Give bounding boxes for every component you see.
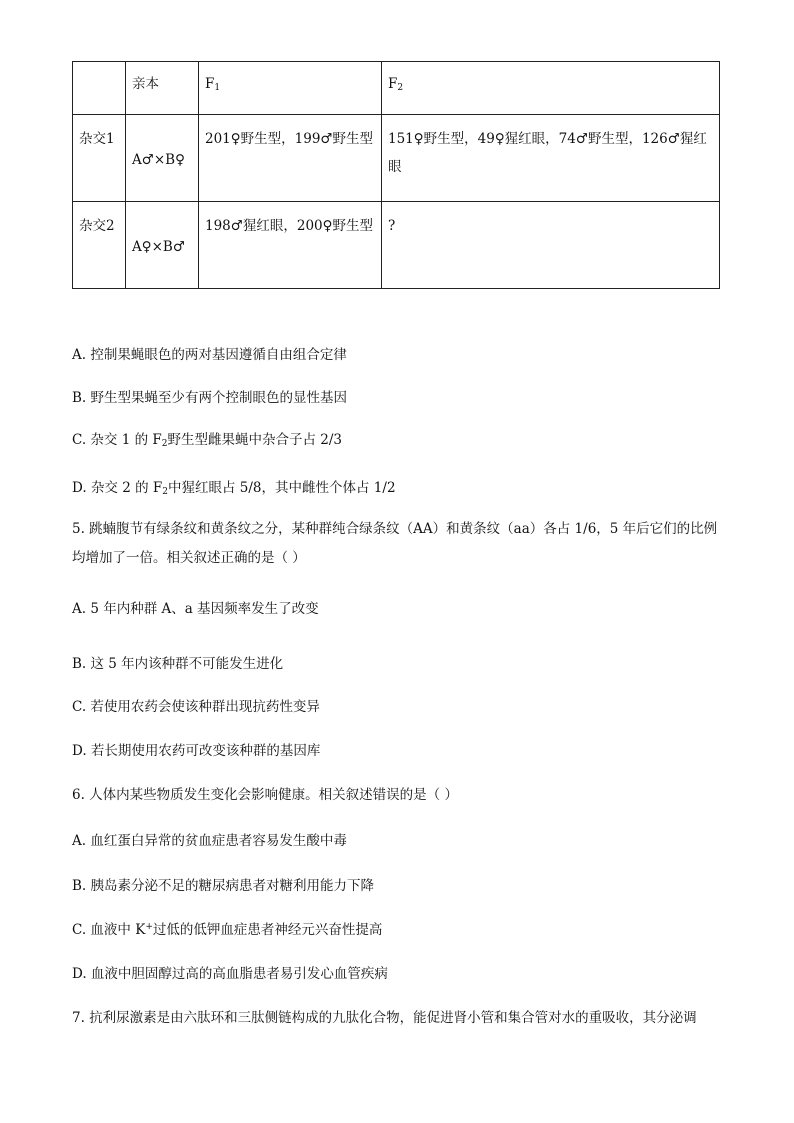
f1-letter: F bbox=[205, 76, 215, 92]
q6-option-c bbox=[72, 918, 382, 938]
q4-option-a: A. 控制果蝇眼色的两对基因遵循自由组合定律 bbox=[72, 347, 347, 363]
table-row bbox=[73, 115, 720, 202]
q4-c-subscript: 2 bbox=[161, 439, 168, 449]
f2-subscript: 2 bbox=[397, 83, 404, 93]
row-parent: A♀×B♂ bbox=[126, 202, 199, 289]
header-cell-f2 bbox=[382, 62, 720, 115]
header-cell-parent: 亲本 bbox=[126, 62, 199, 115]
header-cell-empty bbox=[73, 62, 126, 115]
f2-letter: F bbox=[388, 76, 398, 92]
table-header-row bbox=[73, 62, 720, 115]
q5-option-c: C. 若使用农药会使该种群出现抗药性变异 bbox=[72, 699, 320, 715]
row-label: 杂交1 bbox=[73, 115, 126, 202]
q6-c-text-pre: C. 血液中 K bbox=[72, 922, 146, 938]
row-f2: ? bbox=[382, 202, 720, 289]
q5-option-b: B. 这 5 年内该种群不可能发生进化 bbox=[72, 656, 284, 672]
q4-d-text-pre: D. 杂交 2 的 F bbox=[72, 480, 163, 496]
row-f1: 201♀野生型，199♂野生型 bbox=[199, 115, 382, 202]
q6-option-d: D. 血液中胆固醇过高的高血脂患者易引发心血管疾病 bbox=[72, 966, 388, 982]
q6-stem: 6. 人体内某些物质发生变化会影响健康。相关叙述错误的是（ ） bbox=[72, 787, 458, 803]
q4-d-subscript: 2 bbox=[162, 487, 168, 497]
q4-d-text-post: 中猩红眼占 5/8，其中雌性个体占 1/2 bbox=[168, 480, 396, 496]
q6-c-text-post: 过低的低钾血症患者神经元兴奋性提高 bbox=[152, 922, 383, 938]
row-label: 杂交2 bbox=[73, 202, 126, 289]
table-row bbox=[73, 202, 720, 289]
q5-stem: 5. 跳蝻腹节有绿条纹和黄条纹之分，某种群纯合绿条纹（AA）和黄条纹（aa）各占 1/6，5 年后它们的比例均增加了一倍。相关叙述正确的是（ ） bbox=[72, 521, 718, 566]
q6-option-a: A. 血红蛋白异常的贫血症患者容易发生酸中毒 bbox=[72, 833, 347, 849]
q5-option-d: D. 若长期使用农药可改变该种群的基因库 bbox=[72, 743, 321, 759]
row-f2: 151♀野生型，49♀猩红眼，74♂野生型，126♂猩红眼 bbox=[382, 115, 720, 202]
q6-option-b: B. 胰岛素分泌不足的糖尿病患者对糖利用能力下降 bbox=[72, 878, 375, 894]
row-f1: 198♂猩红眼，200♀野生型 bbox=[199, 202, 382, 289]
q4-option-b: B. 野生型果蝇至少有两个控制眼色的显性基因 bbox=[72, 390, 348, 406]
row-parent: A♂×B♀ bbox=[126, 115, 199, 202]
q4-c-text-post: 野生型雌果蝇中杂合子占 2/3 bbox=[167, 432, 343, 448]
q6-c-superscript: + bbox=[145, 922, 153, 932]
header-cell-f1 bbox=[199, 62, 382, 115]
q7-stem: 7. 抗利尿激素是由六肽环和三肽侧链构成的九肽化合物，能促进肾小管和集合管对水的重吸收，其分泌调 bbox=[72, 1010, 697, 1026]
q4-option-c bbox=[72, 428, 342, 449]
cross-results-table bbox=[72, 61, 720, 289]
f1-subscript: 1 bbox=[214, 83, 221, 93]
q4-c-text-pre: C. 杂交 1 的 F bbox=[72, 432, 162, 448]
q4-option-d bbox=[72, 476, 396, 497]
q5-option-a: A. 5 年内种群 A、a 基因频率发生了改变 bbox=[72, 601, 319, 617]
